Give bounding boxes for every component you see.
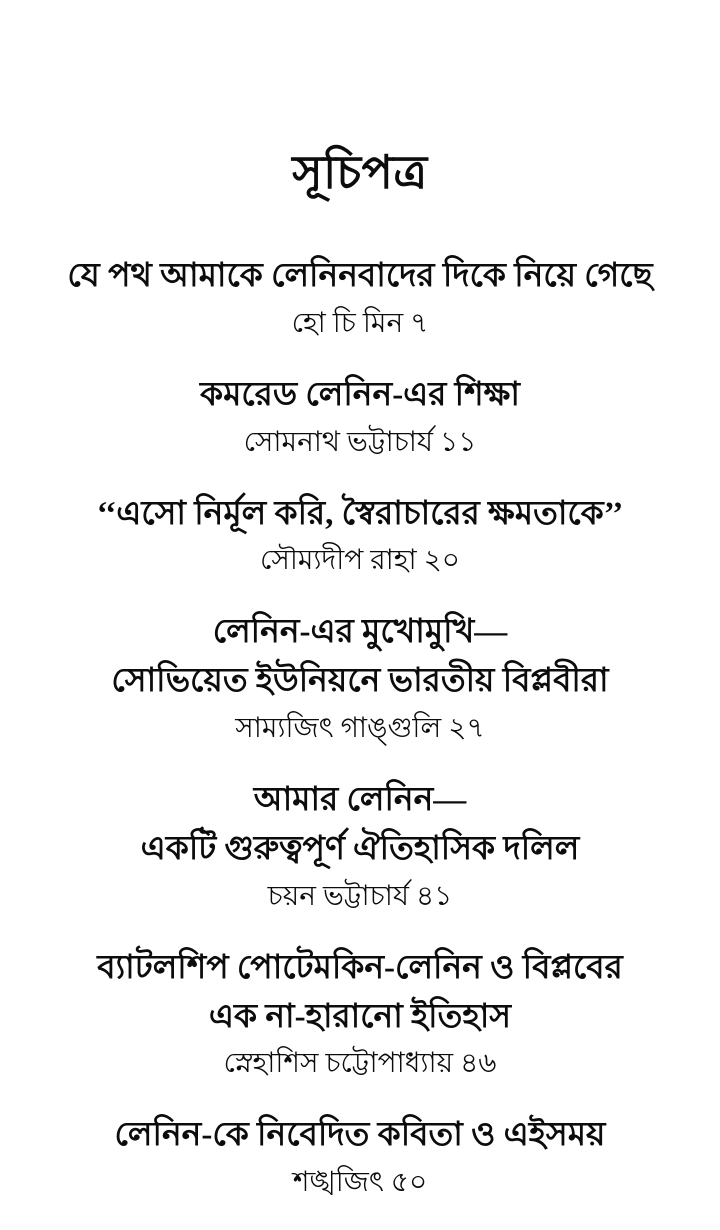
toc-entry [111,608,608,750]
entry-byline: সাম্যজিৎ গাঙ্গুলি ২৭ [235,713,485,745]
page-title: সূচিপত্র [292,147,428,198]
entry-title-line: আমার লেনিন— [253,782,467,819]
entry-byline: সোমনাথ ভট্টাচার্য ১১ [243,426,477,458]
entry-byline: স্নেহাশিস চট্টোপাধ্যায় ৪৬ [223,1048,497,1080]
entry-byline: চয়ন ভট্টাচার্য ৪১ [267,880,453,912]
toc-entry [115,1111,606,1204]
toc-entry [67,252,652,345]
entry-title-line: লেনিন-কে নিবেদিত কবিতা ও এইসময় [114,1117,606,1154]
toc-list [0,252,720,1230]
entry-title-line: ‘‘এসো নির্মূল করি, স্বৈরাচারের ক্ষমতাকে’’ [96,495,624,532]
toc-entry [141,776,580,918]
entry-title-line: যে পথ আমাকে লেনিনবাদের দিকে নিয়ে গেছে [67,258,653,294]
toc-entry [97,944,623,1086]
entry-title-line: কমরেড লেনিন-এর শিক্ষা [200,376,520,413]
entry-byline: শঙ্খজিৎ ৫০ [292,1167,428,1199]
entry-title-line: লেনিন-এর মুখোমুখি— [212,614,508,651]
toc-entry [97,490,624,583]
entry-byline: সৌম্যদীপ রাহা ২০ [259,545,460,577]
toc-entry [200,371,520,464]
entry-title-line: ব্যাটলশিপ পোটেমকিন-লেনিন ও বিপ্লবের [97,949,623,986]
entry-title-line: এক না-হারানো ইতিহাস [208,998,512,1035]
entry-title-line: একটি গুরুত্বপূর্ণ ঐতিহাসিক দলিল [140,830,580,867]
entry-byline: হো চি মিন ৭ [291,307,429,339]
entry-title-line: সোভিয়েত ইউনিয়নে ভারতীয় বিপ্লবীরা [111,663,609,700]
